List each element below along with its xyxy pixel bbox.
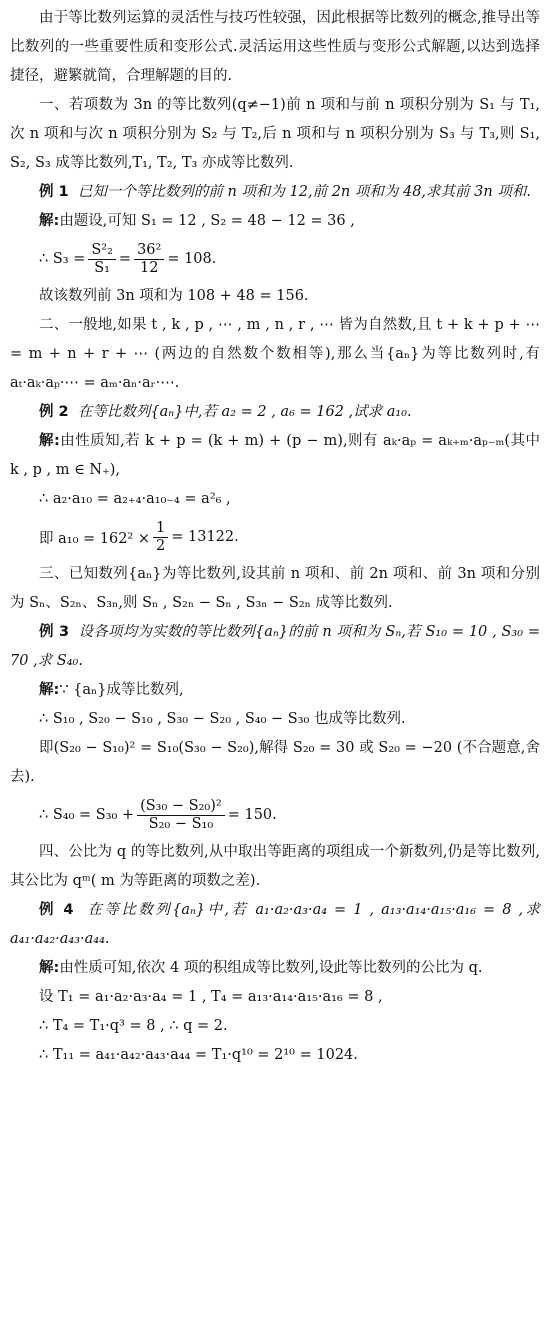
property-2: 二、一般地,如果 t , k , p , ⋯ , m , n , r , ⋯ 皆为自然数,且 t + k + p + ⋯ = m + n + r + ⋯ (两边的自然数个数相等),那么当{aₙ}为等比数列时,有 aₜ·aₖ·aₚ·⋯ = aₘ·aₙ·aᵣ·⋯. bbox=[10, 317, 540, 391]
solution-3-line-4: ∴ S₄₀ = S₃₀ + $\frac{\text{(S₃₀ − S₂₀)²}}{\text{S₂₀ − S₁₀}}$ = 150. bbox=[39, 797, 277, 832]
example-2-text: 在等比数列{aₙ}中,若 a₂ = 2 , a₆ = 162 ,试求 a₁₀. bbox=[77, 404, 412, 420]
example-3-label: 例 3 bbox=[39, 624, 70, 640]
example-3-text: 设各项均为实数的等比数列{aₙ}的前 n 项和为 Sₙ,若 S₁₀ = 10 , S₃₀ = 70 ,求 S₄₀. bbox=[10, 624, 540, 669]
solution-3-line-2: ∴ S₁₀ , S₂₀ − S₁₀ , S₃₀ − S₂₀ , S₄₀ − S₃₀ 也成等比数列. bbox=[39, 711, 406, 727]
property-3: 三、已知数列{aₙ}为等比数列,设其前 n 项和、前 2n 项和、前 3n 项和分别为 Sₙ、S₂ₙ、S₃ₙ,则 Sₙ , S₂ₙ − Sₙ , S₃ₙ − S₂ₙ 成等比数列. bbox=[10, 566, 540, 611]
solution-3-label: 解: bbox=[39, 682, 60, 698]
example-2-label: 例 2 bbox=[39, 404, 69, 420]
example-3 bbox=[10, 618, 540, 676]
solution-1-line-3: 故该数列前 3n 项和为 108 + 48 = 156. bbox=[39, 288, 309, 304]
solution-4-label: 解: bbox=[39, 960, 60, 976]
solution-2-line-1: 解:由性质知,若 k + p = (k + m) + (p − m),则有 aₖ·aₚ = aₖ₊ₘ·aₚ₋ₘ(其中 k , p , m ∈ N₊), bbox=[10, 433, 540, 478]
solution-2-line-2: ∴ a₂·a₁₀ = a₂₊₄·a₁₀₋₄ = a²₆ , bbox=[39, 491, 231, 507]
example-4 bbox=[10, 896, 540, 954]
fraction: $\frac{\text{S²₂}}{\text{S₁}}$ bbox=[88, 242, 116, 277]
example-4-text: 在等比数列{aₙ}中,若 a₁·a₂·a₃·a₄ = 1 , a₁₃·a₁₄·a₁₅·a₁₆ = 8 ,求 a₄₁·a₄₂·a₄₃·a₄₄. bbox=[10, 902, 540, 947]
property-1: 一、若项数为 3n 的等比数列(q≠−1)前 n 项和与前 n 项积分别为 S₁ 与 T₁,次 n 项和与次 n 项积分别为 S₂ 与 T₂,后 n 项和与 n 项积分别为 S₃ 与 T₃,则 S₁, S₂, S₃ 成等比数列,T₁, T₂, T₃ 亦成等比数列. bbox=[10, 97, 540, 171]
intro-paragraph: 由于等比数列运算的灵活性与技巧性较强，因此根据等比数列的概念,推导出等比数列的一些重要性质和变形公式.灵活运用这些性质与变形公式解题,以达到选择捷径，避繁就简，合理解题的目的. bbox=[10, 10, 540, 84]
fraction: $\frac{1}{2}$ bbox=[153, 520, 168, 555]
solution-4-line-4: ∴ T₁₁ = a₄₁·a₄₂·a₄₃·a₄₄ = T₁·q¹⁰ = 2¹⁰ = 1024. bbox=[39, 1047, 358, 1063]
solution-4-line-1: 解:由性质可知,依次 4 项的积组成等比数列,设此等比数列的公比为 q. bbox=[39, 960, 483, 976]
example-2 bbox=[10, 398, 540, 427]
fraction: $\frac{\text{(S₃₀ − S₂₀)²}}{\text{S₂₀ − S₁₀}}$ bbox=[137, 798, 225, 833]
property-4: 四、公比为 q 的等比数列,从中取出等距离的项组成一个新数列,仍是等比数列,其公比为 qᵐ( m 为等距离的项数之差). bbox=[10, 844, 540, 889]
solution-2-label: 解: bbox=[39, 433, 60, 449]
solution-3-line-3: 即(S₂₀ − S₁₀)² = S₁₀(S₃₀ − S₂₀),解得 S₂₀ = 30 或 S₂₀ = −20 (不合题意,舍去). bbox=[10, 740, 540, 785]
fraction: $\frac{\text{36²}}{12}$ bbox=[134, 242, 164, 277]
solution-2-line-3: 即 a₁₀ = 162² × $\frac{1}{2}$ = 13122. bbox=[39, 519, 239, 554]
solution-1-line-2: ∴ S₃ = $\frac{\text{S²₂}}{\text{S₁}}$ = $\frac{\text{36²}}{12}$ = 108. bbox=[39, 241, 217, 276]
solution-4-line-2: 设 T₁ = a₁·a₂·a₃·a₄ = 1 , T₄ = a₁₃·a₁₄·a₁₅·a₁₆ = 8 , bbox=[39, 989, 383, 1005]
example-1 bbox=[10, 178, 540, 207]
solution-3-line-1: 解:∵ {aₙ}成等比数列, bbox=[39, 682, 184, 698]
solution-1-label: 解: bbox=[39, 213, 60, 229]
example-1-label: 例 1 bbox=[39, 184, 69, 200]
solution-4-line-3: ∴ T₄ = T₁·q³ = 8 , ∴ q = 2. bbox=[39, 1018, 228, 1034]
example-1-text: 已知一个等比数列的前 n 项和为 12,前 2n 项和为 48,求其前 3n 项和. bbox=[77, 184, 531, 200]
example-4-label: 例 4 bbox=[39, 902, 74, 918]
solution-1-line-1: 解:由题设,可知 S₁ = 12 , S₂ = 48 − 12 = 36 , bbox=[39, 213, 355, 229]
